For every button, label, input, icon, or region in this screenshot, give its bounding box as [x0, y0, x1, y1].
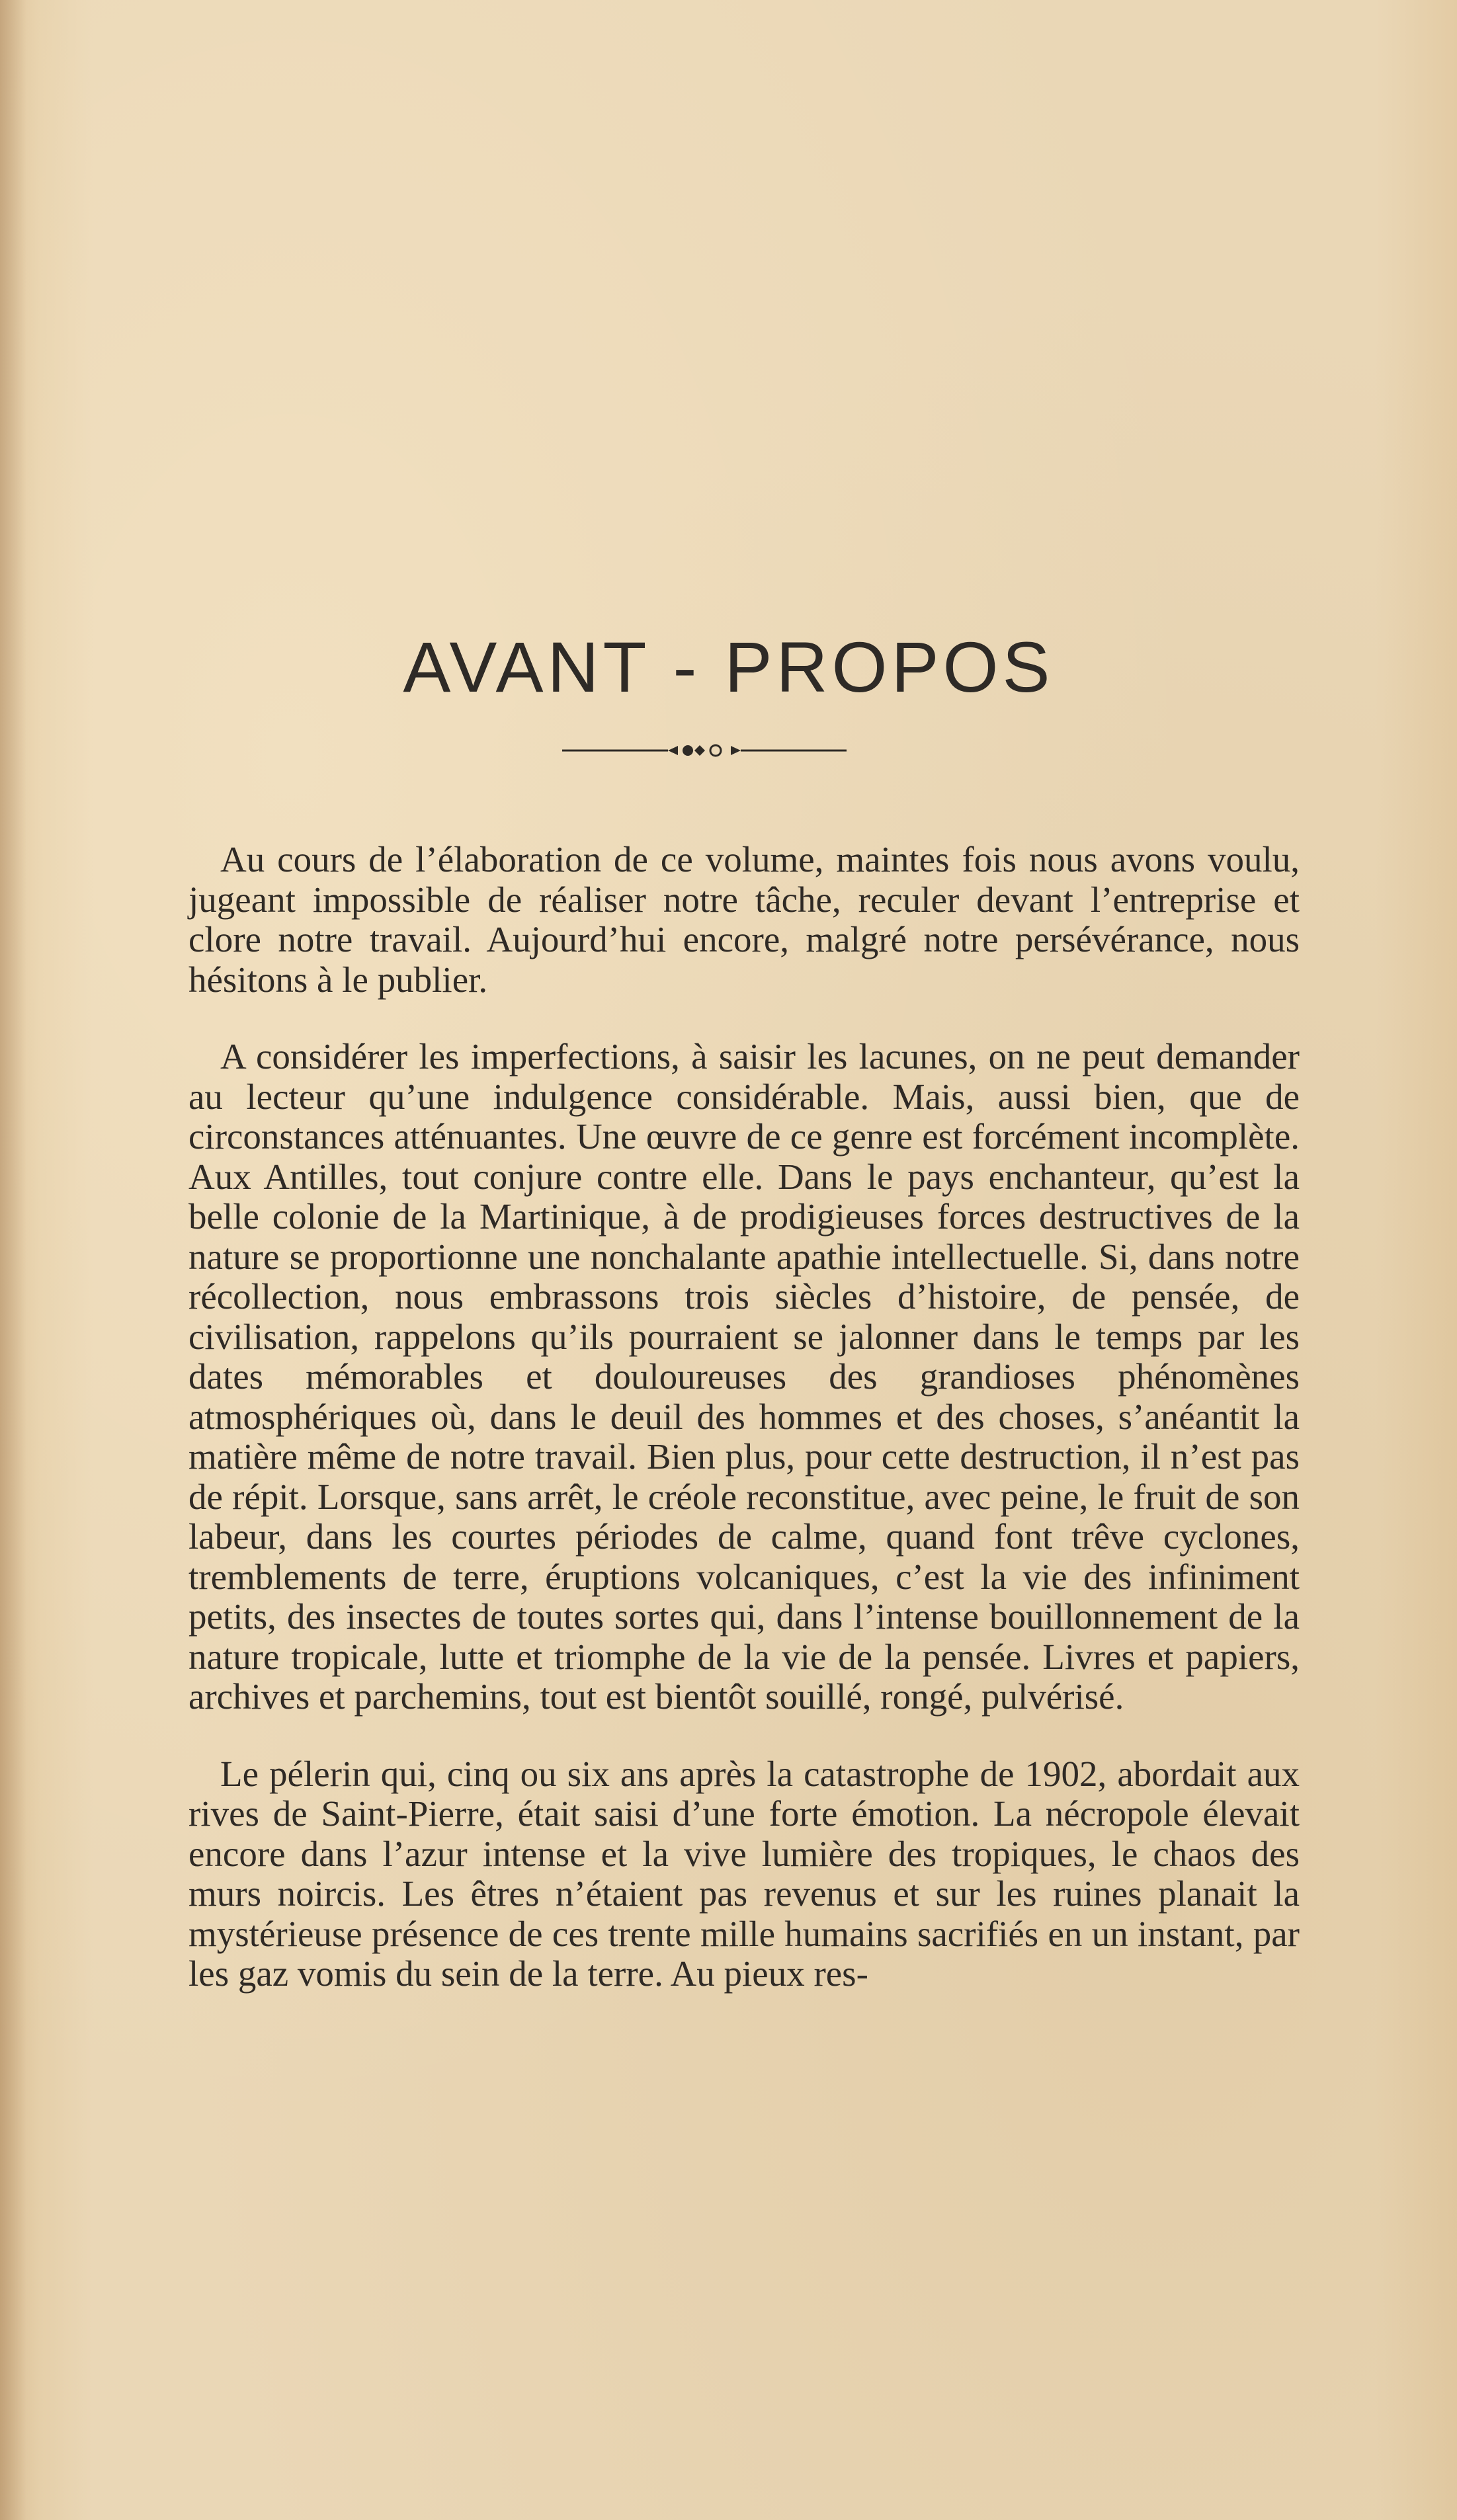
paragraph-2: A considérer les imperfections, à saisir les lacunes, on ne peut demander au lecteur qu’une indulgence considérable. Mais, aussi bien, que de circonstances atténuantes. Une œuvre de ce genre est forcément incomplète. Aux Antilles, tout conjure contre elle. Dans le pays enchanteur, qu’est la belle colonie de la Martinique, à de prodigieuses forces destructives de la nature se proportionne une nonchalante apathie intellectuelle. Si, dans notre récollection, nous embrassons trois siècles d’histoire, de pensée, de civilisation, rappelons qu’ils pourraient se jalonner dans le temps par les dates mémorables et douloureuses des grandioses phénomènes atmosphériques où, dans le deuil des hommes et des choses, s’anéantit la matière même de notre travail. Bien plus, pour cette destruction, il n’est pas de répit. Lorsque, sans arrêt, le créole reconstitue, avec peine, le fruit de son labeur, dans les courtes périodes de calme, quand font trêve cyclones, tremblements de terre, éruptions volcaniques, c’est la vie des infiniment petits, des insectes de toutes sortes qui, dans l’intense bouillonnement de la nature tropicale, lutte et triomphe de la vie de la pensée. Livres et papiers, archives et parchemins, tout est bientôt souillé, rongé, pulvérisé.	[188, 1036, 1300, 1717]
paragraph-3: Le pélerin qui, cinq ou six ans après la catastrophe de 1902, abordait aux rives de Saint-Pierre, était saisi d’une forte émotion. La nécropole élevait encore dans l’azur intense et la vive lumière des tropiques, le chaos des murs noircis. Les êtres n’étaient pas revenus et sur les ruines planait la mystérieuse présence de ces trente mille humains sacrifiés en un instant, par les gaz vomis du sein de la terre. Au pieux res-	[188, 1753, 1300, 1994]
body-text	[188, 840, 1300, 2031]
page-title: AVANT - PROPOS	[403, 627, 1054, 707]
rule-ornament-icon	[562, 741, 847, 760]
page-edge-shadow	[0, 0, 26, 2520]
paragraph-1: Au cours de l’élaboration de ce volume, maintes fois nous avons voulu, jugeant impossible de réaliser notre tâche, reculer devant l’entreprise et clore notre travail. Aujourd’hui encore, malgré notre persévérance, nous hésitons à le publier.	[188, 839, 1300, 1000]
